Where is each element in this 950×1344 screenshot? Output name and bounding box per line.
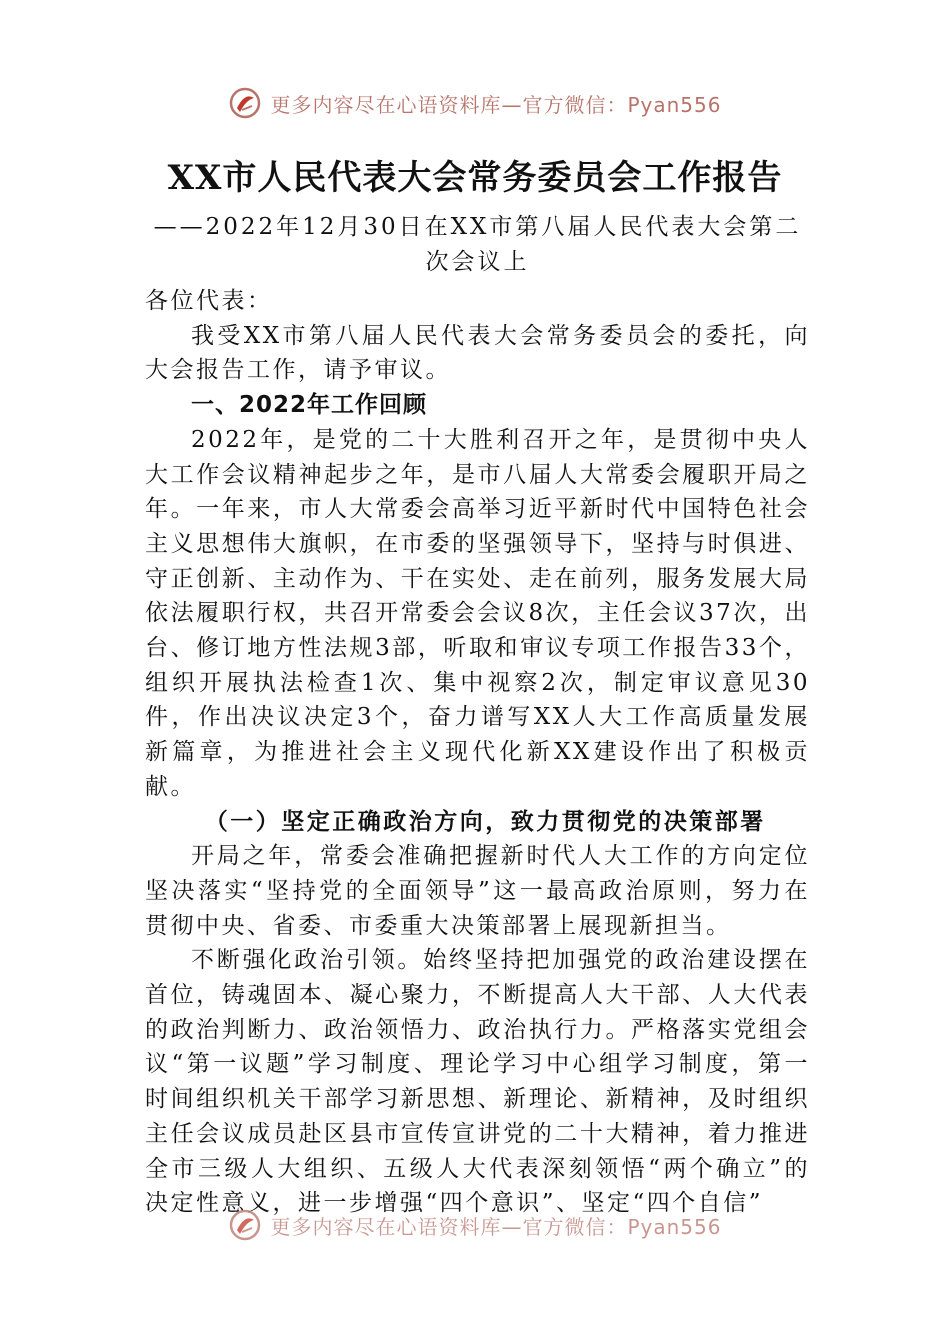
document-title: XX市人民代表大会常务委员会工作报告 bbox=[167, 158, 783, 198]
paragraph: 开局之年，常委会准确把握新时代人大工作的方向定位坚决落实“坚持党的全面领导”这一最高政治原则，努力在贯彻中央、省委、市委重大决策部署上展现新担当。 bbox=[145, 843, 810, 939]
document-subtitle: ——2022年12月30日在XX市第八届人民代表大会第二次会议上 bbox=[153, 214, 802, 275]
salutation: 各位代表： bbox=[145, 288, 273, 314]
seal-logo-icon bbox=[228, 86, 262, 120]
watermark-bottom bbox=[0, 1208, 950, 1242]
paragraph: 2022年，是党的二十大胜利召开之年，是贯彻中央人大工作会议精神起步之年，是市八届人大常委会履职开局之年。一年来，市人大常委会高举习近平新时代中国特色社会主义思想伟大旗帜，在市委的坚强领导下，坚持与时俱进、守正创新、主动作为、干在实处、走在前列，服务发展大局依法履职行权，共召开常委会会议8次，主任会议37次，出台、修订地方性法规3部，听取和审议专项工作报告33个，组织开展执法检查1次、集中视察2次，制定审议意见30件，作出决议决定3个，奋力谱写XX人大工作高质量发展新篇章，为推进社会主义现代化新XX建设作出了积极贡献。 bbox=[145, 426, 810, 800]
section-heading: 一、2022年工作回顾 bbox=[191, 392, 428, 419]
paragraph: 我受XX市第八届人民代表大会常务委员会的委托，向大会报告工作，请予审议。 bbox=[145, 322, 810, 384]
seal-logo-icon bbox=[228, 1208, 262, 1242]
subsection-heading: （一）坚定正确政治方向，致力贯彻党的决策部署 bbox=[204, 807, 766, 835]
watermark-text: 更多内容尽在心语资料库—官方微信：Pyan556 bbox=[270, 1214, 722, 1239]
document-body bbox=[145, 284, 810, 1221]
paragraph: 不断强化政治引领。始终坚持把加强党的政治建设摆在首位，铸魂固本、凝心聚力，不断提高人大干部、人大代表的政治判断力、政治领悟力、政治执行力。严格落实党组会议“第一议题”学习制度、理论学习中心组学习制度，第一时间组织机关干部学习新思想、新理论、新精神，及时组织主任会议成员赴区县市宣传宣讲党的二十大精神，着力推进全市三级人大组织、五级人大代表深刻领悟“两个确立”的决定性意义，进一步增强“四个意识”、坚定“四个自信” bbox=[145, 947, 810, 1217]
watermark-top bbox=[0, 86, 950, 120]
watermark-text: 更多内容尽在心语资料库—官方微信：Pyan556 bbox=[270, 92, 722, 117]
